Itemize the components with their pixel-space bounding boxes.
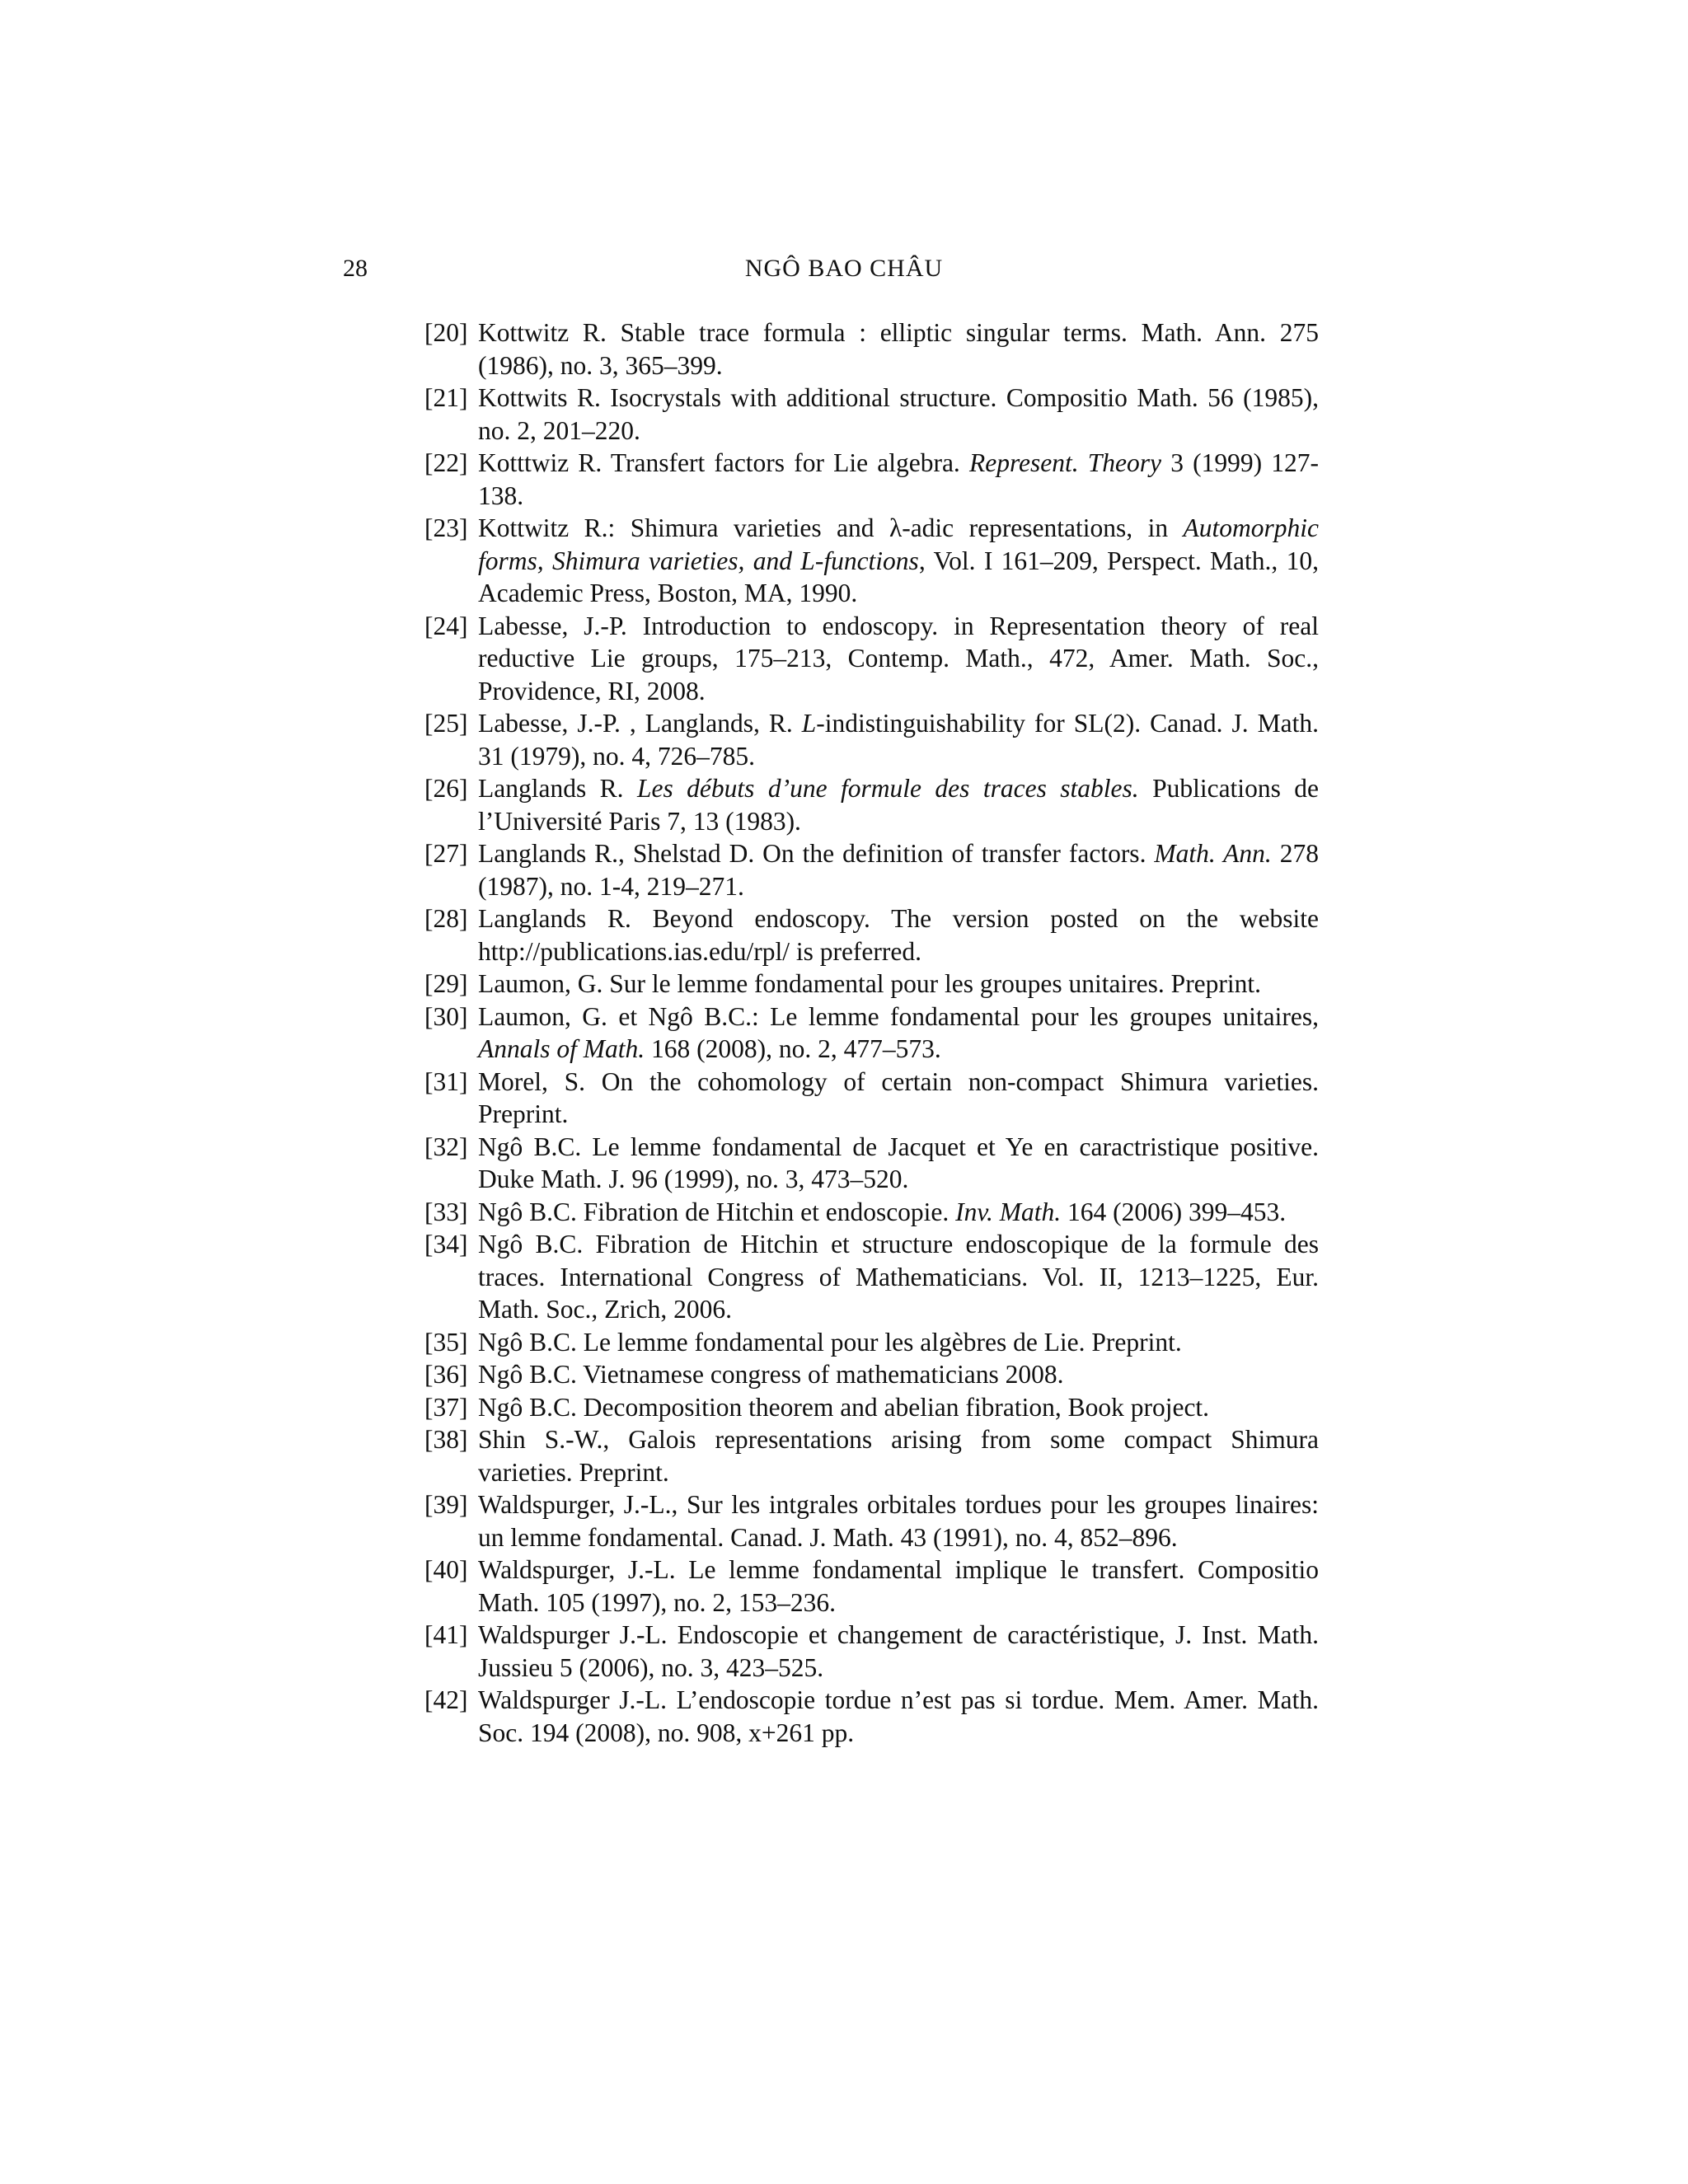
reference-number: [39] (424, 1490, 468, 1519)
reference-number: [32] (424, 1132, 468, 1161)
reference-number: [31] (424, 1066, 468, 1096)
reference-entry (424, 1619, 1319, 1684)
reference-text (478, 1326, 1319, 1359)
reference-text (478, 382, 1319, 447)
reference-text-segment: Ngô B.C. Decomposition theorem and abelian fibration, Book project. (478, 1392, 1210, 1422)
reference-text-italic: Automorphic forms, Shimura varieties, and L-functions (478, 513, 1319, 575)
reference-text-segment: 164 (2006) 399–453. (1061, 1197, 1287, 1226)
reference-text (478, 902, 1319, 968)
reference-text (478, 512, 1319, 610)
reference-text-italic: Les débuts d’une formule des traces stables. (636, 774, 1139, 803)
reference-text-italic: L (801, 709, 817, 738)
reference-entry (424, 316, 1319, 382)
reference-text (478, 1423, 1319, 1488)
reference-text-segment: Shin S.-W., Galois representations arising from some compact Shimura varieties. Preprint. (478, 1425, 1319, 1487)
reference-number: [41] (424, 1620, 468, 1649)
reference-text-segment: Ngô B.C. Le lemme fondamental pour les algèbres de Lie. Preprint. (478, 1327, 1182, 1357)
reference-text-segment: 278 (1987), no. 1-4, 219–271. (478, 839, 1319, 901)
reference-text (478, 1488, 1319, 1554)
reference-entry (424, 1423, 1319, 1488)
reference-text-segment: Kottwitz R. Stable trace formula : elliptic singular terms. Math. Ann. 275 (1986), no. 3, 365–399. (478, 318, 1319, 380)
reference-text-segment: Ngô B.C. Fibration de Hitchin et structure endoscopique de la formule des traces. International Congress of Mathematicians. Vol. II, 1213–1225, Eur. Math. Soc., Zrich, 2006. (478, 1230, 1319, 1324)
reference-entry (424, 1554, 1319, 1619)
reference-number: [20] (424, 318, 468, 347)
reference-text-segment: 3 (1999) 127-138. (478, 448, 1319, 510)
reference-text-segment: Kottwitz R.: Shimura varieties and λ-adic representations, in (478, 513, 1184, 542)
reference-text-segment: Ngô B.C. Le lemme fondamental de Jacquet et Ye en caractristique positive. Duke Math. J. 96 (1999), no. 3, 473–520. (478, 1132, 1319, 1193)
reference-text-segment: Ngô B.C. Fibration de Hitchin et endoscopie. (478, 1197, 956, 1226)
reference-text-segment: Waldspurger, J.-L., Sur les intgrales orbitales tordues pour les groupes linaires: un lemme fondamental. Canad. J. Math. 43 (1991), no. 4, 852–896. (478, 1490, 1319, 1552)
reference-number: [28] (424, 904, 468, 933)
reference-number: [38] (424, 1425, 468, 1454)
reference-number: [23] (424, 513, 468, 542)
reference-entry (424, 610, 1319, 708)
reference-text-italic: Math. Ann. (1154, 839, 1272, 868)
reference-number: [25] (424, 709, 468, 738)
reference-text-segment: Labesse, J.-P. , Langlands, R. (478, 709, 802, 738)
reference-text (478, 968, 1319, 1001)
reference-text (478, 1228, 1319, 1326)
reference-entry (424, 968, 1319, 1001)
reference-text (478, 316, 1319, 382)
reference-text-segment: Langlands R. Beyond endoscopy. The version posted on the website http://publications.ias.edu/rpl/ is preferred. (478, 904, 1319, 966)
reference-text (478, 837, 1319, 902)
reference-entry (424, 1228, 1319, 1326)
reference-entry (424, 902, 1319, 968)
reference-list (424, 316, 1319, 1749)
page-number: 28 (343, 255, 368, 282)
reference-number: [24] (424, 611, 468, 640)
reference-number: [35] (424, 1327, 468, 1357)
reference-entry (424, 1358, 1319, 1391)
reference-text (478, 1066, 1319, 1131)
reference-text-italic: Represent. Theory (968, 448, 1162, 477)
reference-number: [27] (424, 839, 468, 868)
reference-text (478, 772, 1319, 837)
reference-text-segment: Laumon, G. Sur le lemme fondamental pour les groupes unitaires. Preprint. (478, 969, 1262, 998)
reference-entry (424, 837, 1319, 902)
reference-number: [34] (424, 1230, 468, 1258)
reference-entry (424, 772, 1319, 837)
reference-entry (424, 707, 1319, 772)
reference-text (478, 1619, 1319, 1684)
reference-text (478, 1358, 1319, 1391)
reference-text-italic: Annals of Math. (478, 1034, 645, 1063)
reference-text-segment: Publications de l’Université Paris 7, 13 (1983). (478, 774, 1319, 836)
reference-text (478, 610, 1319, 708)
reference-text (478, 1391, 1319, 1424)
reference-text (478, 447, 1319, 512)
reference-entry (424, 512, 1319, 610)
reference-text-segment: Langlands R. (478, 774, 637, 803)
reference-text (478, 1196, 1319, 1229)
reference-number: [33] (424, 1197, 468, 1226)
running-head: NGÔ BAO CHÂU (744, 255, 944, 282)
reference-number: [40] (424, 1555, 468, 1584)
reference-entry (424, 1196, 1319, 1229)
reference-text-segment: Laumon, G. et Ngô B.C.: Le lemme fondamental pour les groupes unitaires, (478, 1001, 1319, 1031)
reference-text-segment: Waldspurger J.-L. Endoscopie et changement de caractéristique, J. Inst. Math. Jussieu 5 (2006), no. 3, 423–525. (478, 1620, 1319, 1682)
reference-text (478, 1001, 1319, 1066)
reference-text-segment: Ngô B.C. Vietnamese congress of mathematicians 2008. (478, 1360, 1064, 1389)
reference-entry (424, 1391, 1319, 1424)
reference-entry (424, 1066, 1319, 1131)
reference-entry (424, 382, 1319, 447)
reference-number: [30] (424, 1001, 468, 1031)
reference-entry (424, 1131, 1319, 1196)
reference-number: [21] (424, 383, 468, 412)
reference-entry (424, 1326, 1319, 1359)
reference-text-segment: 168 (2008), no. 2, 477–573. (645, 1034, 941, 1063)
reference-text-italic: Inv. Math. (955, 1197, 1062, 1226)
reference-text-segment: , Vol. I 161–209, Perspect. Math., 10, Academic Press, Boston, MA, 1990. (478, 546, 1319, 607)
reference-text-segment: Labesse, J.-P. Introduction to endoscopy. in Representation theory of real reductive Lie groups, 175–213, Contemp. Math., 472, Amer. Math. Soc., Providence, RI, 2008. (478, 611, 1319, 705)
reference-text (478, 1554, 1319, 1619)
reference-number: [36] (424, 1360, 468, 1389)
reference-number: [37] (424, 1392, 468, 1422)
reference-text-segment: Waldspurger J.-L. L’endoscopie tordue n’est pas si tordue. Mem. Amer. Math. Soc. 194 (2008), no. 908, x+261 pp. (478, 1685, 1319, 1747)
reference-entry (424, 447, 1319, 512)
reference-text-segment: Kottwits R. Isocrystals with additional structure. Compositio Math. 56 (1985), no. 2, 201–220. (478, 383, 1319, 445)
reference-text-segment: Morel, S. On the cohomology of certain non-compact Shimura varieties. Preprint. (478, 1066, 1319, 1128)
reference-number: [42] (424, 1685, 468, 1714)
reference-entry (424, 1001, 1319, 1066)
reference-text-segment: Langlands R., Shelstad D. On the definition of transfer factors. (478, 839, 1155, 868)
reference-number: [29] (424, 969, 468, 998)
reference-text-segment: Kotttwiz R. Transfert factors for Lie algebra. (478, 448, 969, 477)
reference-entry (424, 1488, 1319, 1554)
reference-number: [22] (424, 448, 468, 477)
reference-number: [26] (424, 774, 468, 803)
reference-text-segment: Waldspurger, J.-L. Le lemme fondamental implique le transfert. Compositio Math. 105 (1997), no. 2, 153–236. (478, 1555, 1319, 1617)
reference-text (478, 707, 1319, 772)
reference-text (478, 1131, 1319, 1196)
reference-text (478, 1684, 1319, 1749)
reference-text-segment: -indistinguishability for SL(2). Canad. J. Math. 31 (1979), no. 4, 726–785. (478, 709, 1319, 771)
reference-entry (424, 1684, 1319, 1749)
